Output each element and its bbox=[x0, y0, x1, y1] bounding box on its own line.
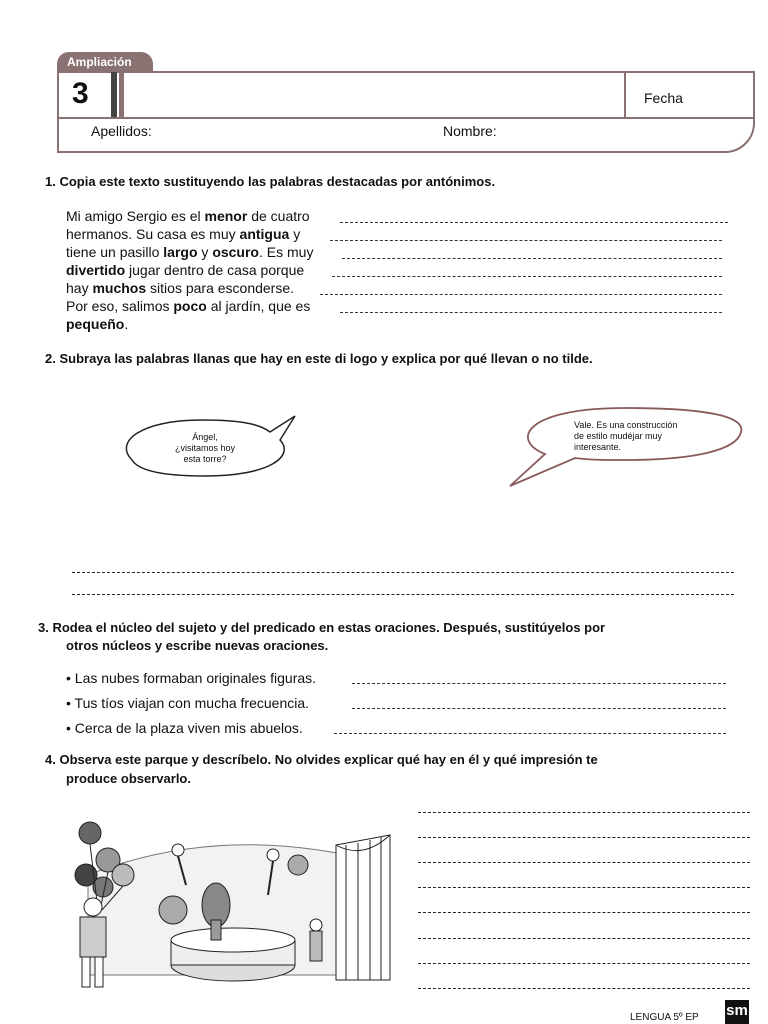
answer-line[interactable] bbox=[334, 733, 726, 734]
text-line bbox=[66, 297, 313, 315]
text-line bbox=[66, 243, 313, 261]
footer-text: LENGUA 5º EP bbox=[630, 1012, 699, 1023]
question-4-title-line-1: 4. Observa este parque y descríbelo. No olvides explicar qué hay en él y qué impresión te bbox=[45, 752, 598, 767]
answer-line[interactable] bbox=[418, 812, 750, 813]
fecha-label: Fecha bbox=[644, 90, 683, 106]
answer-line[interactable] bbox=[342, 258, 722, 259]
question-4-title-line-2: produce observarlo. bbox=[66, 771, 191, 786]
header-vertical-divider bbox=[624, 71, 626, 118]
text-line bbox=[66, 279, 313, 297]
answer-line[interactable] bbox=[320, 294, 722, 295]
answer-line[interactable] bbox=[418, 862, 750, 863]
highlighted-word: oscuro bbox=[212, 244, 259, 260]
sm-logo: sm bbox=[725, 1000, 749, 1024]
sentence-2: • Tus tíos viajan con mucha frecuencia. bbox=[66, 695, 310, 711]
text-line bbox=[66, 261, 313, 279]
answer-line[interactable] bbox=[418, 988, 750, 989]
answer-line[interactable] bbox=[418, 963, 750, 964]
worksheet-number: 3 bbox=[72, 77, 89, 110]
sentence-1: • Las nubes formaban originales figuras. bbox=[66, 670, 317, 686]
text-segment: . Es muy bbox=[259, 244, 314, 260]
text-segment: Mi amigo Sergio es el bbox=[66, 208, 205, 224]
text-segment: de cuatro bbox=[247, 208, 310, 224]
highlighted-word: menor bbox=[204, 208, 248, 224]
highlighted-word: muchos bbox=[92, 280, 147, 296]
text-segment: jugar dentro de casa porque bbox=[125, 262, 305, 278]
bubble-left-text: Ángel, ¿visitamos hoy esta torre? bbox=[174, 432, 236, 464]
header-divider bbox=[59, 117, 753, 119]
text-segment: Por eso, salimos bbox=[66, 298, 174, 314]
answer-line[interactable] bbox=[340, 312, 722, 313]
text-line bbox=[66, 225, 313, 243]
answer-line[interactable] bbox=[332, 276, 722, 277]
question-2-title: 2. Subraya las palabras llanas que hay en este di logo y explica por qué llevan o no tilde. bbox=[45, 351, 593, 366]
answer-line[interactable] bbox=[340, 222, 728, 223]
park-illustration bbox=[68, 815, 393, 995]
sentence-3: • Cerca de la plaza viven mis abuelos. bbox=[66, 720, 303, 736]
answer-line[interactable] bbox=[330, 240, 722, 241]
highlighted-word: divertido bbox=[66, 262, 126, 278]
text-segment: . bbox=[124, 316, 129, 332]
answer-line[interactable] bbox=[418, 837, 750, 838]
text-segment: al jardín, que es bbox=[206, 298, 311, 314]
text-segment: hermanos. Su casa es muy bbox=[66, 226, 240, 242]
answer-line[interactable] bbox=[352, 683, 726, 684]
answer-line[interactable] bbox=[418, 912, 750, 913]
question-3-title-line-2: otros núcleos y escribe nuevas oraciones. bbox=[66, 638, 329, 653]
text-segment: y bbox=[289, 226, 301, 242]
answer-line[interactable] bbox=[418, 887, 750, 888]
text-line bbox=[66, 315, 313, 333]
text-segment: y bbox=[197, 244, 213, 260]
answer-line[interactable] bbox=[72, 594, 734, 595]
header-box bbox=[57, 71, 755, 153]
header-bar-dark bbox=[111, 72, 117, 117]
question-3-title-line-1: 3. Rodea el núcleo del sujeto y del predicado en estas oraciones. Después, sustitúyelos por bbox=[38, 620, 606, 635]
text-segment: tiene un pasillo bbox=[66, 244, 164, 260]
nombre-label: Nombre: bbox=[443, 123, 497, 139]
highlighted-word: largo bbox=[163, 244, 198, 260]
apellidos-label: Apellidos: bbox=[91, 123, 152, 139]
highlighted-word: poco bbox=[173, 298, 207, 314]
answer-line[interactable] bbox=[72, 572, 734, 573]
highlighted-word: pequeño bbox=[66, 316, 125, 332]
highlighted-word: antigua bbox=[239, 226, 290, 242]
text-line bbox=[66, 207, 313, 225]
header-bar-light bbox=[119, 72, 124, 117]
question-1-text bbox=[66, 207, 313, 333]
question-1-title: 1. Copia este texto sustituyendo las palabras destacadas por antónimos. bbox=[45, 174, 496, 189]
text-segment: hay bbox=[66, 280, 93, 296]
text-segment: sitios para esconderse. bbox=[146, 280, 295, 296]
answer-line[interactable] bbox=[352, 708, 726, 709]
worksheet-tab: Ampliación bbox=[57, 52, 153, 72]
answer-line[interactable] bbox=[418, 938, 750, 939]
bubble-right-text: Vale. Es una construcción de estilo mudéjar muy interesante. bbox=[574, 420, 678, 452]
